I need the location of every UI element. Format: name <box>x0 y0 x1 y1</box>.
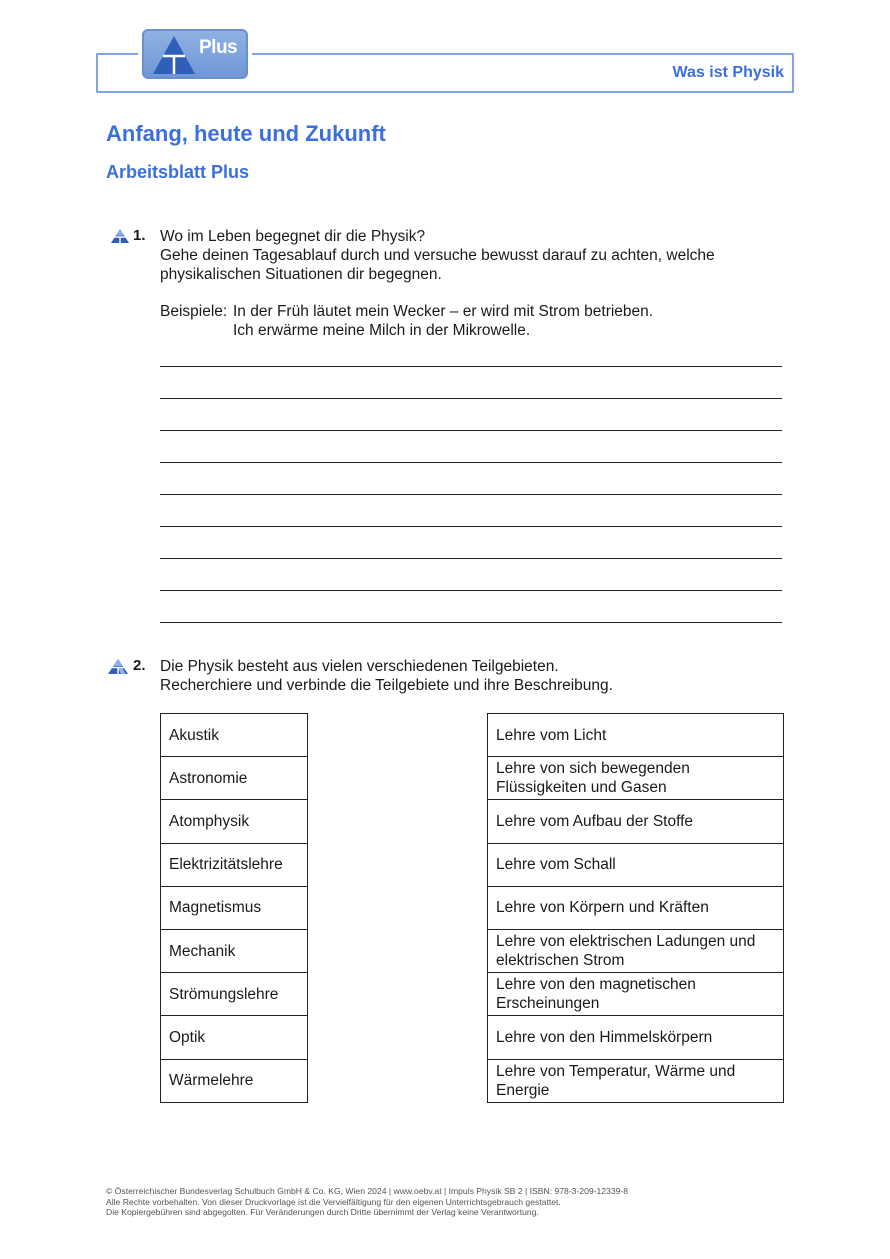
description-line: Lehre vom Schall <box>496 856 616 874</box>
field-cell[interactable]: Akustik <box>161 714 308 757</box>
field-cell[interactable]: Magnetismus <box>161 886 308 929</box>
difficulty-pyramid-icon <box>107 658 129 675</box>
task-2-line: Die Physik besteht aus vielen verschiedenen Teilgebieten. <box>160 658 559 675</box>
task-1-line: physikalischen Situationen dir begegnen. <box>160 266 442 283</box>
page-subtitle: Arbeitsblatt Plus <box>106 162 250 182</box>
description-cell[interactable] <box>488 973 784 1016</box>
task-1-line: Wo im Leben begegnet dir die Physik? <box>160 228 426 245</box>
field-cell[interactable]: Strömungslehre <box>161 973 308 1016</box>
description-cell[interactable] <box>488 886 784 929</box>
difficulty-pyramid-icon <box>110 228 130 244</box>
footer-line: Die Kopiergebühren sind abgegolten. Für Veränderungen durch Dritte übernimmt der Verlag keine Verantwortung. <box>106 1207 539 1218</box>
field-cell[interactable]: Elektrizitätslehre <box>161 843 308 886</box>
description-cell[interactable] <box>488 757 784 800</box>
description-line: Lehre von Körpern und Kräften <box>496 899 709 917</box>
section-title: Was ist Physik <box>672 64 784 81</box>
examples-label: Beispiele: <box>160 303 228 320</box>
task-1-number: 1. <box>133 227 146 244</box>
task-1-text <box>160 227 715 284</box>
writing-line[interactable] <box>160 622 782 623</box>
description-line: Lehre von sich bewegenden <box>496 760 690 778</box>
writing-line[interactable] <box>160 494 782 495</box>
writing-line[interactable] <box>160 366 782 367</box>
field-cell[interactable]: Optik <box>161 1016 308 1059</box>
task-2-line: Recherchiere und verbinde die Teilgebiete und ihre Beschreibung. <box>160 677 613 694</box>
description-line: Lehre vom Licht <box>496 726 607 744</box>
description-line: Lehre vom Aufbau der Stoffe <box>496 812 694 830</box>
footer-line: © Österreichischer Bundesverlag Schulbuch GmbH & Co. KG, Wien 2024 | www.oebv.at | Impuls Physik SB 2 | ISBN: 978-3-209-12339-8 <box>106 1186 629 1196</box>
writing-line[interactable] <box>160 558 782 559</box>
writing-line[interactable] <box>160 462 782 463</box>
description-cell[interactable] <box>488 1016 784 1059</box>
field-cell[interactable]: Mechanik <box>161 929 308 972</box>
task-2-number: 2. <box>133 657 146 674</box>
footer-line: Alle Rechte vorbehalten. Von dieser Druckvorlage ist die Vervielfältigung für den eigenen Unterrichtsgebrauch gestattet. <box>106 1196 561 1207</box>
field-cell[interactable]: Wärmelehre <box>161 1059 308 1102</box>
example-1: In der Früh läutet mein Wecker – er wird mit Strom betrieben. <box>233 303 654 320</box>
example-2: Ich erwärme meine Milch in der Mikrowelle. <box>233 322 531 339</box>
field-cell[interactable]: Atomphysik <box>161 800 308 843</box>
description-line: elektrischen Strom <box>496 952 625 970</box>
description-cell[interactable] <box>488 714 784 757</box>
description-line: Flüssigkeiten und Gasen <box>496 779 667 797</box>
description-cell[interactable] <box>488 929 784 972</box>
description-line: Lehre von elektrischen Ladungen und <box>496 933 756 951</box>
description-line: Lehre von den magnetischen <box>496 976 696 994</box>
description-line: Lehre von den Himmelskörpern <box>496 1028 713 1046</box>
description-line: Erscheinungen <box>496 995 600 1013</box>
writing-line[interactable] <box>160 430 782 431</box>
description-cell[interactable] <box>488 1059 784 1102</box>
description-cell[interactable] <box>488 843 784 886</box>
page-title: Anfang, heute und Zukunft <box>106 121 386 146</box>
task-1-line: Gehe deinen Tagesablauf durch und versuche bewusst darauf zu achten, welche <box>160 247 715 264</box>
copyright-footer <box>106 1186 628 1218</box>
pyramid-icon <box>152 35 196 75</box>
description-line: Energie <box>496 1081 550 1099</box>
description-cell[interactable] <box>488 800 784 843</box>
plus-logo <box>142 29 248 79</box>
writing-line[interactable] <box>160 398 782 399</box>
fields-table <box>160 713 308 1103</box>
writing-line[interactable] <box>160 526 782 527</box>
description-line: Lehre von Temperatur, Wärme und <box>496 1062 736 1080</box>
descriptions-table <box>487 713 784 1103</box>
field-cell[interactable]: Astronomie <box>161 757 308 800</box>
logo-text: Plus <box>199 37 238 58</box>
writing-line[interactable] <box>160 590 782 591</box>
task-2-text <box>160 657 613 695</box>
